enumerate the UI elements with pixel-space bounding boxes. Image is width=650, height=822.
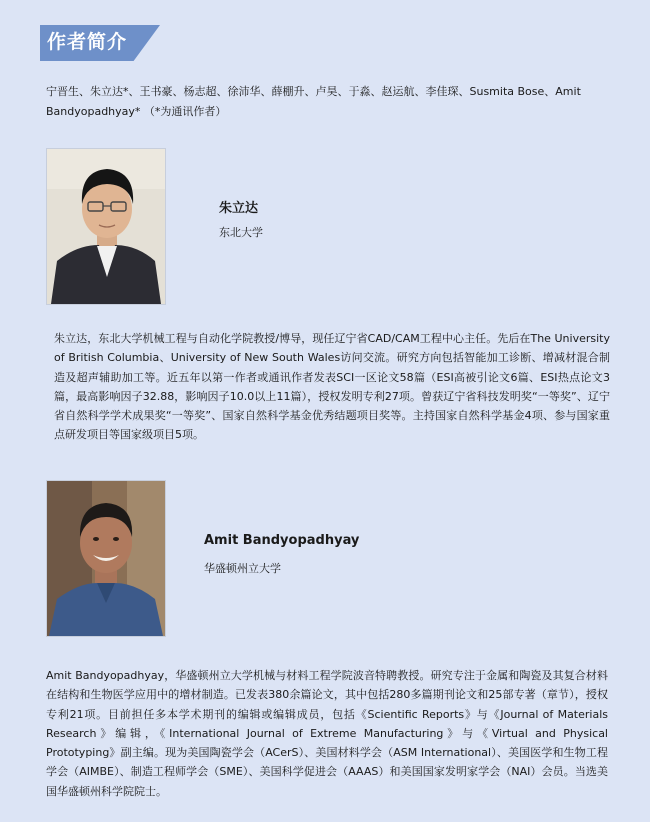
portrait-photo-amit-bandyopadhyay xyxy=(46,480,166,637)
portrait-photo-zhu-lida xyxy=(46,148,166,305)
profile-name: 朱立达 xyxy=(219,201,259,216)
profile-name: Amit Bandyopadhyay xyxy=(204,533,360,548)
section-title: 作者简介 xyxy=(47,31,128,53)
profile-affiliation: 华盛顿州立大学 xyxy=(204,562,281,575)
profile-affiliation: 东北大学 xyxy=(219,226,263,239)
author-list: 宁晋生、朱立达*、王书豪、杨志超、徐沛华、薛棚升、卢昊、于淼、赵运航、李佳琛、Susmita Bose、Amit Bandyopadhyay* （*为通讯作者） xyxy=(46,85,581,118)
profile-bio: 朱立达，东北大学机械工程与自动化学院教授/博导，现任辽宁省CAD/CAM工程中心主任。先后在The University of British Columbia、University of New South Wales访问交流。研究方向包括智能加工诊断、增减材混合制造及超声辅助加工等。近五年以第一作者或通讯作者发表SCI一区论文58篇（ESI高被引论文6篇、ESI热点论文3篇，最高影响因子32.88，影响因子10.0以上11篇），授权发明专利27项。曾获辽宁省科技发明奖“一等奖”、辽宁省自然科学学术成果奖“一等奖”、国家自然科学基金优秀结题项目奖等。主持国家自然科学基金4项、参与国家重点研发项目等国家级项目5项。 xyxy=(54,332,610,442)
profile-bio: Amit Bandyopadhyay，华盛顿州立大学机械与材料工程学院波音特聘教授。研究专注于金属和陶瓷及其复合材料在结构和生物医学应用中的增材制造。已发表380余篇论文，其中包括280多篇期刊论文和25部专著（章节），授权专利21项。目前担任多本学术期刊的编辑或编辑成员，包括《Scientific Reports》与《Journal of Materials Research》编辑，《International Journal of Extreme Manufacturing》与《Virtual and Physical Prototyping》副主编。现为美国陶瓷学会（ACerS）、美国材料学会（ASM International）、美国医学和生物工程学会（AIMBE）、制造工程师学会（SME）、美国科学促进会（AAAS）和美国国家发明家学会（NAI）会员。当选美国华盛顿州科学院院士。 xyxy=(46,669,608,798)
